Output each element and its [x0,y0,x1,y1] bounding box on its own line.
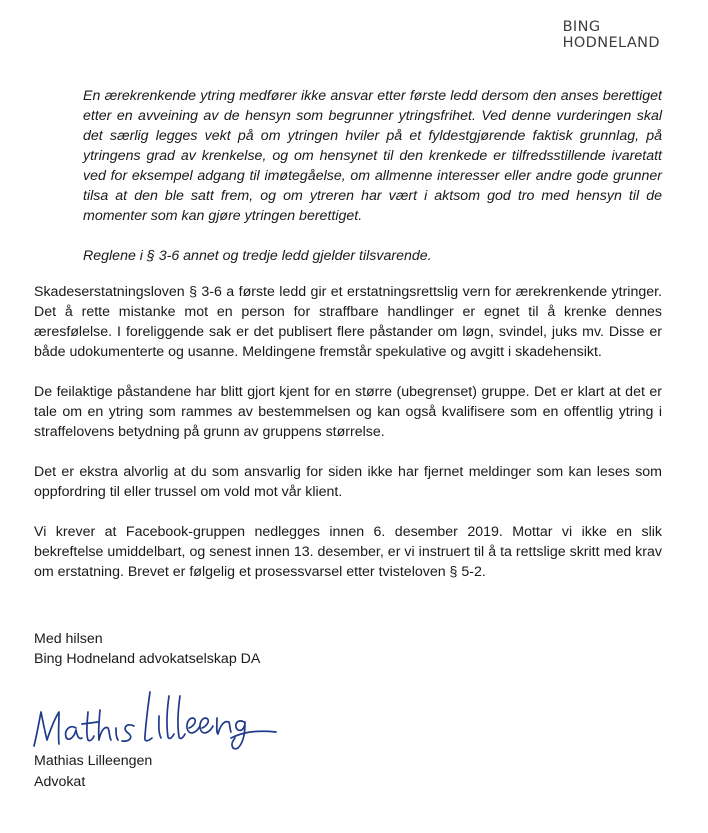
letter-body [34,282,662,582]
signer-name: Mathias Lilleengen [34,753,153,769]
signer-title: Advokat [34,774,86,790]
body-paragraph-2: De feilaktige påstandene har blitt gjort kjent for en større (ubegrenset) gruppe. Det er klart at det er tale om en ytring som rammes av bestemmelsen og kan også kvalifisere som en offentlig ytring i straffelovens betydning på grunn av gruppens størrelse. [34,384,662,440]
signer-block [34,751,152,793]
firm-logo [563,19,660,51]
quoted-statute [83,86,662,266]
logo-line-1: BING [562,19,601,35]
handwritten-signature [28,682,278,752]
closing-firm: Bing Hodneland advokatselskap DA [34,651,261,667]
closing-greeting: Med hilsen [34,631,103,647]
closing-block [34,629,260,669]
body-paragraph-1: Skadeserstatningsloven § 3-6 a første ledd gir et erstatningsrettslig vern for ærekrenkende ytringer. Det å rette mistanke mot en person for straffbare handlinger er egnet til å krenke dennes æresfølelse. I foreliggende sak er det publisert flere påstander om løgn, svindel, juks mv. Disse er både udokumenterte og usanne. Meldingene fremstår spekulative og avgitt i skadehensikt. [34,284,662,360]
quote-paragraph-2: Reglene i § 3-6 annet og tredje ledd gjelder tilsvarende. [83,248,432,264]
body-paragraph-3: Det er ekstra alvorlig at du som ansvarlig for siden ikke har fjernet meldinger som kan leses som oppfordring til eller trussel om vold mot vår klient. [34,464,662,500]
logo-line-2: HODNELAND [562,35,660,51]
quote-paragraph-1: En ærekrenkende ytring medfører ikke ansvar etter første ledd dersom den anses berettiget etter en avveining av de hensyn som begrunner ytringsfrihet. Ved denne vurderingen skal det særlig legges vekt på om ytringen hviler på et fyldestgjørende faktisk grunnlag, på ytringens grad av krenkelse, og om hensynet til den krenkede er tilfredsstillende ivaretatt ved for eksempel adgang til imøtegåelse, om allmenne interesser eller andre gode grunner tilsa at den ble satt frem, og om ytreren har vært i aktsom god tro med hensyn til de momenter som kan gjøre ytringen berettiget. [83,88,662,224]
body-paragraph-4: Vi krever at Facebook-gruppen nedlegges innen 6. desember 2019. Mottar vi ikke en slik bekreftelse umiddelbart, og senest innen 13. desember, er vi instruert til å ta rettslige skritt med krav om erstatning. Brevet er følgelig et prosessvarsel etter tvisteloven § 5-2. [34,524,662,580]
